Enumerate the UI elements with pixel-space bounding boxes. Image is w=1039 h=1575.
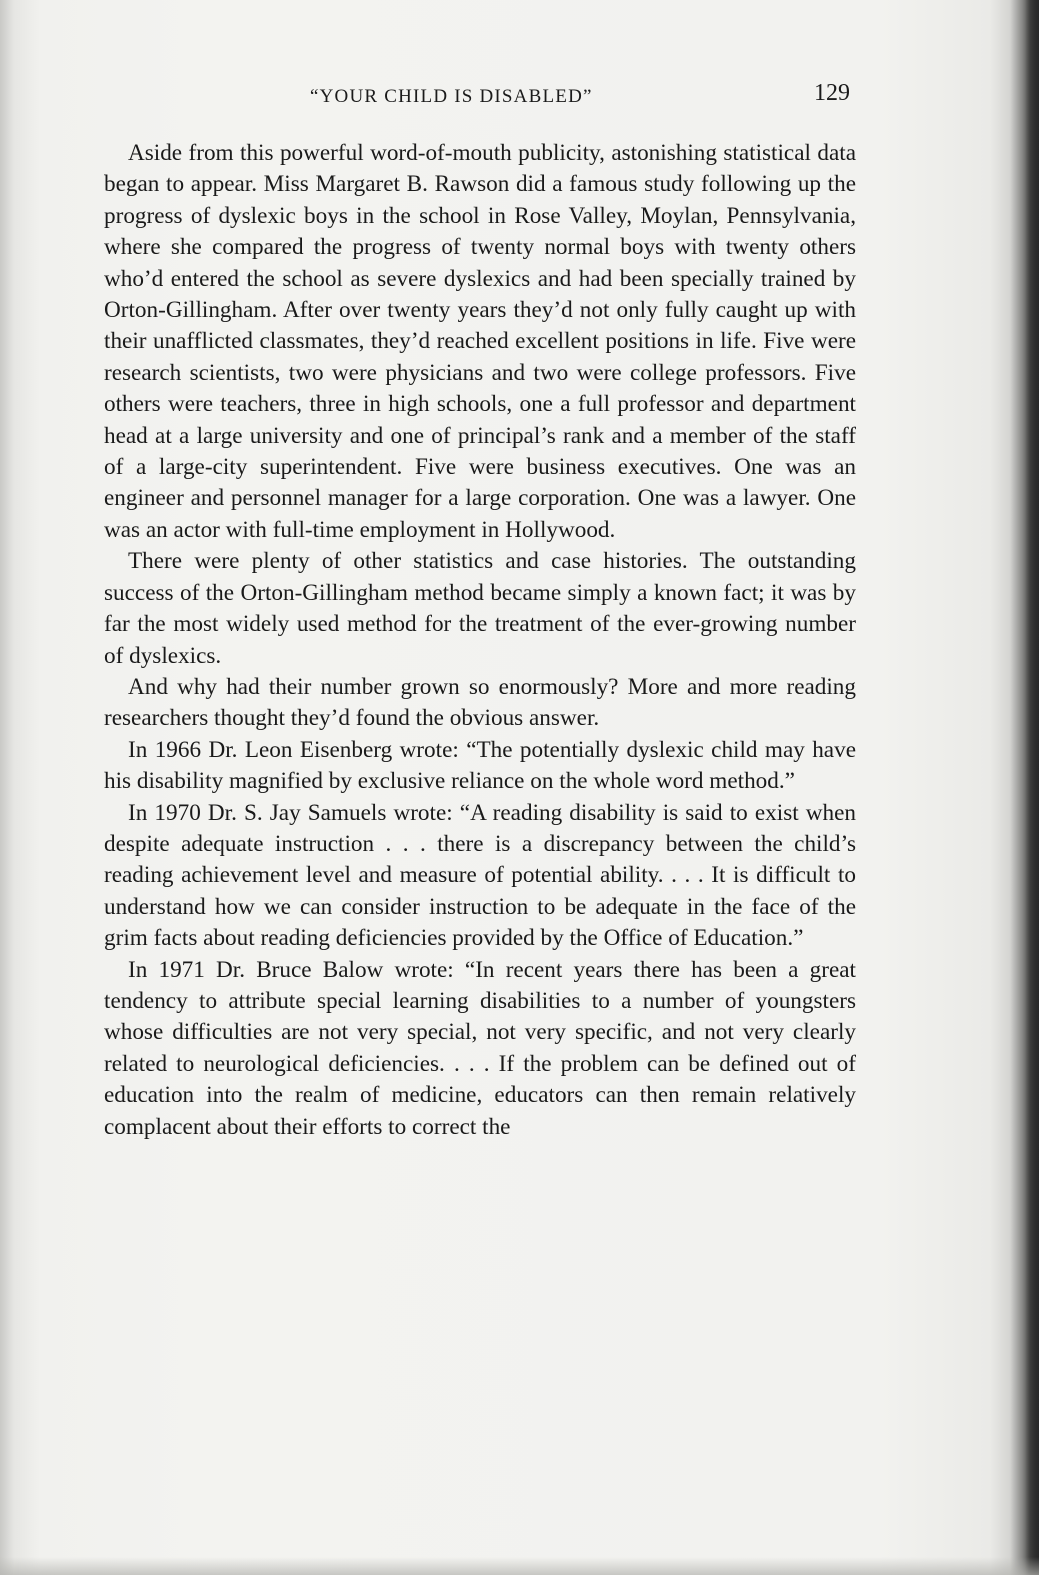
running-head <box>100 80 860 116</box>
page-edge-shadow <box>1025 0 1039 1575</box>
paragraph: And why had their number grown so enormously? More and more reading researchers thought they’d found the obvious answer. <box>104 673 856 732</box>
page-bottom-shade <box>0 1557 1039 1575</box>
paragraph: In 1970 Dr. S. Jay Samuels wrote: “A reading disability is said to exist when despite adequate instruction . . . there is a discrepancy between the child’s reading achievement level and measure of potential ability. . . . It is difficult to understand how we can consider instruction to be adequate in the face of the grim facts about reading deficiencies provided by the Office of Education.” <box>104 799 856 952</box>
paragraph: Aside from this powerful word-of-mouth publicity, astonishing statistical data began to appear. Miss Margaret B. Rawson did a famous study following up the progress of dyslexic boys in the school in Rose Valley, Moylan, Pennsylvania, where she compared the progress of twenty normal boys with twenty others who’d entered the school as severe dyslexics and had been specially trained by Orton-Gillingham. After over twenty years they’d not only fully caught up with their unafflicted classmates, they’d reached excellent positions in life. Five were research scientists, two were physicians and two were college professors. Five others were teachers, three in high schools, one a full professor and department head at a large university and one of principal’s rank and a member of the staff of a large-city superintendent. Five were business executives. One was an engineer and personnel manager for a large corporation. One was a lawyer. One was an actor with full-time employment in Hollywood. <box>104 140 856 543</box>
body-text <box>104 138 856 1143</box>
page-number: 129 <box>814 80 850 106</box>
paragraph: There were plenty of other statistics and case histories. The outstanding success of the Orton-Gillingham method became simply a known fact; it was by far the most widely used method for the treatment of the ever-growing number of dyslexics. <box>104 548 856 669</box>
running-title: “YOUR CHILD IS DISABLED” <box>310 86 593 107</box>
paragraph: In 1966 Dr. Leon Eisenberg wrote: “The potentially dyslexic child may have his disability magnified by exclusive reliance on the whole word method.” <box>104 736 856 795</box>
paragraph: In 1971 Dr. Bruce Balow wrote: “In recent years there has been a great tendency to attribute special learning disabilities to a number of youngsters whose difficulties are not very special, not very specific, and not very clearly related to neurological deficiencies. . . . If the problem can be defined out of education into the realm of medicine, educators can then remain relatively complacent about their efforts to correct the <box>104 956 856 1140</box>
